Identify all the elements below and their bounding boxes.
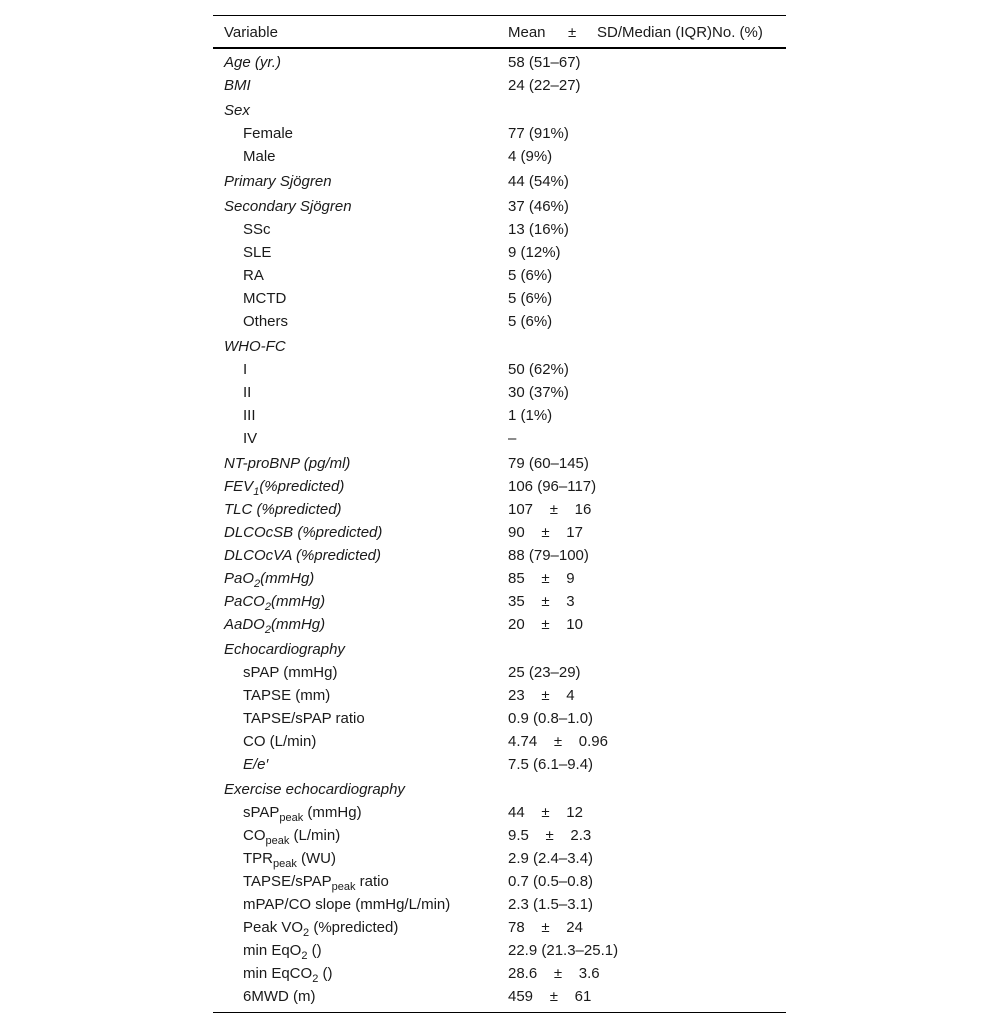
table-row (213, 452, 786, 475)
table-row (213, 753, 786, 776)
row-label: IV (243, 430, 258, 447)
table-row (213, 916, 786, 939)
table-row (213, 122, 786, 145)
row-label: II (243, 384, 252, 401)
row-value: 22.9 (21.3–25.1) (508, 942, 619, 959)
row-label: $FEV_1(\%predicted)$ (224, 478, 345, 498)
row-label: Echocardiography (224, 641, 345, 658)
row-label: PaCO$_2$(mmHg) (224, 593, 326, 613)
header-sd-median-count: SD/Median (IQR)No. (%) (597, 24, 763, 41)
row-value: 1 (1%) (508, 407, 553, 424)
row-value: 77 (91%) (508, 125, 569, 142)
table-row (213, 241, 786, 264)
row-label: sPAP (mmHg) (243, 664, 338, 681)
table-header (213, 16, 786, 49)
table-row (213, 475, 786, 498)
table-row (213, 218, 786, 241)
row-label: min EqO$_2$ () (243, 942, 322, 962)
table-row (213, 51, 786, 74)
table-row (213, 613, 786, 636)
row-label: DLCOcVA (%predicted) (224, 547, 382, 564)
row-label: NT-proBNP (pg/ml) (224, 455, 351, 472)
row-label: BMI (224, 77, 251, 94)
row-value: 5 (6%) (508, 313, 553, 330)
row-value: 90 ± 17 (508, 524, 583, 541)
table-row (213, 404, 786, 427)
row-value: 85 ± 9 (508, 570, 575, 587)
table-row (213, 939, 786, 962)
row-value: 2.9 (2.4–3.4) (508, 850, 594, 867)
row-label: CO (L/min) (243, 733, 317, 750)
row-label: SLE (243, 244, 272, 261)
table-row (213, 498, 786, 521)
table-row (213, 962, 786, 985)
row-value: 35 ± 3 (508, 593, 575, 610)
header-variable: Variable (224, 24, 278, 41)
table-row (213, 521, 786, 544)
table-row (213, 310, 786, 333)
table-row (213, 893, 786, 916)
table-row (213, 567, 786, 590)
table-row (213, 638, 786, 661)
row-label: Male (243, 148, 276, 165)
table-row (213, 335, 786, 358)
table-row (213, 778, 786, 801)
row-value: 0.7 (0.5–0.8) (508, 873, 594, 890)
row-label: sPAP$_{peak}$ (mmHg) (243, 804, 362, 824)
row-label: Secondary Sjögren (224, 198, 352, 215)
row-value: 37 (46%) (508, 198, 569, 215)
row-value: 28.6 ± 3.6 (508, 965, 600, 982)
header-mean: Mean (508, 24, 546, 41)
row-value: 20 ± 10 (508, 616, 583, 633)
table-row (213, 707, 786, 730)
table-row (213, 824, 786, 847)
table-row (213, 847, 786, 870)
row-label: $TPR_{peak}$ (WU) (243, 850, 337, 870)
table-row (213, 661, 786, 684)
row-value: 25 (23–29) (508, 664, 581, 681)
row-label: Exercise echocardiography (224, 781, 405, 798)
row-value: 44 (54%) (508, 173, 569, 190)
row-label: TLC (%predicted) (224, 501, 342, 518)
table-row (213, 870, 786, 893)
row-label: mPAP/CO slope (mmHg/L/min) (243, 896, 451, 913)
table-row (213, 985, 786, 1008)
row-label: TAPSE/sPAP$_{peak}$ ratio (243, 873, 389, 893)
row-label: Sex (224, 102, 250, 119)
table-row (213, 427, 786, 450)
row-value: 107 ± 16 (508, 501, 592, 518)
row-label: TAPSE/sPAP ratio (243, 710, 365, 727)
row-value: 44 ± 12 (508, 804, 583, 821)
table-row (213, 590, 786, 613)
row-label: Primary Sjögren (224, 173, 332, 190)
table-row (213, 264, 786, 287)
row-value: 78 ± 24 (508, 919, 583, 936)
row-label: PaO$_2$(mmHg) (224, 570, 315, 590)
row-value: 58 (51–67) (508, 54, 581, 71)
table-row (213, 195, 786, 218)
row-value: 0.9 (0.8–1.0) (508, 710, 594, 727)
row-label: Female (243, 125, 294, 142)
table-row (213, 801, 786, 824)
table-row (213, 358, 786, 381)
row-label: AaDO$_2$(mmHg) (224, 616, 326, 636)
row-value: 4.74 ± 0.96 (508, 733, 608, 750)
row-value: 30 (37%) (508, 384, 569, 401)
row-label: 6MWD (m) (243, 988, 316, 1005)
row-label: $CO_{peak}$ (L/min) (243, 827, 341, 847)
row-value: 50 (62%) (508, 361, 569, 378)
row-label: TAPSE (mm) (243, 687, 331, 704)
row-label: Age (yr.) (224, 54, 281, 71)
table-row (213, 145, 786, 168)
row-value: 9 (12%) (508, 244, 561, 261)
table-row (213, 730, 786, 753)
row-value: 88 (79–100) (508, 547, 589, 564)
row-label: MCTD (243, 290, 287, 307)
row-value: 9.5 ± 2.3 (508, 827, 592, 844)
header-plus-minus: ± (568, 24, 577, 41)
row-value: 7.5 (6.1–9.4) (508, 756, 594, 773)
row-value: 106 (96–117) (508, 478, 597, 495)
row-label: I (243, 361, 248, 378)
row-value: – (508, 430, 517, 447)
table-row (213, 684, 786, 707)
table-row (213, 287, 786, 310)
row-label: RA (243, 267, 264, 284)
table-row (213, 170, 786, 193)
table-row (213, 74, 786, 97)
row-label: SSc (243, 221, 271, 238)
table-row (213, 544, 786, 567)
table-row (213, 381, 786, 404)
characteristics-table (213, 15, 786, 1013)
row-label: Others (243, 313, 289, 330)
row-value: 4 (9%) (508, 148, 553, 165)
row-label: E/e′ (243, 756, 269, 773)
row-value: 79 (60–145) (508, 455, 589, 472)
row-value: 23 ± 4 (508, 687, 575, 704)
row-label: DLCOcSB (%predicted) (224, 524, 383, 541)
row-value: 459 ± 61 (508, 988, 592, 1005)
row-value: 2.3 (1.5–3.1) (508, 896, 594, 913)
row-label: III (243, 407, 256, 424)
row-value: 5 (6%) (508, 267, 553, 284)
row-label: min EqCO$_2$ () (243, 965, 333, 985)
row-label: WHO-FC (224, 338, 286, 355)
row-label: Peak $VO_2$ (%predicted) (243, 919, 399, 939)
row-value: 13 (16%) (508, 221, 569, 238)
row-value: 24 (22–27) (508, 77, 581, 94)
table-row (213, 99, 786, 122)
row-value: 5 (6%) (508, 290, 553, 307)
